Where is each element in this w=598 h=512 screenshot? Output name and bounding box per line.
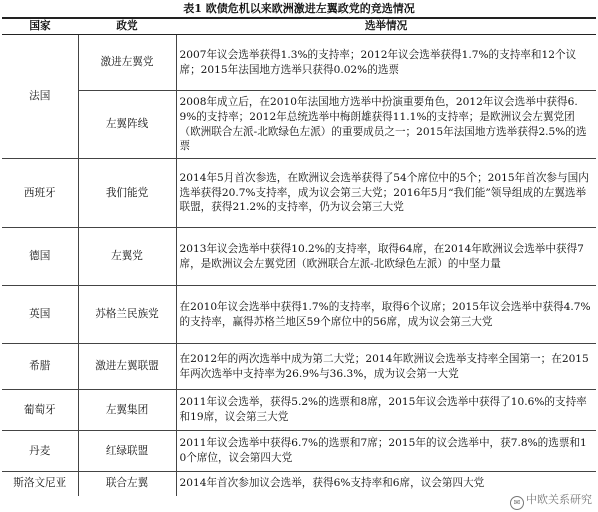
cell-country: 斯洛文尼亚 [2,472,78,496]
table-row [2,472,596,496]
watermark [508,491,594,510]
cell-detail: 2014年首次参加议会选举，获得6%支持率和6席，议会第四大党 [179,477,485,490]
watermark-text: 中欧关系研究 [526,493,592,506]
cell-party: 左翼党 [78,228,176,286]
cell-detail: 在2012年的两次选举中成为第二大党；2014年欧洲议会选举支持率全国第一；在2015年两次选举中支持率为26.9%与36.3%，成为议会第一大党 [176,344,596,390]
table-row [2,286,596,344]
table-row [2,431,596,472]
cell-detail: 2011年议会选举中获得6.7%的选票和7席；2015年的议会选举中，获7.8%的选票和10个席位，议会第四大党 [176,431,596,472]
cell-party: 激进左翼党 [78,35,176,91]
table-header-row [2,18,596,35]
cell-party: 我们能党 [78,159,176,228]
cell-party: 苏格兰民族党 [78,286,176,344]
cell-detail: 在2010年议会选举中获得1.7%的支持率，取得6个议席；2015年议会选举中获得4.7%的支持率，赢得苏格兰地区59个席位中的56席，成为议会第三大党 [176,286,596,344]
header-election: 选举情况 [176,18,596,35]
header-party: 政党 [78,18,176,35]
election-table [2,17,596,496]
table-row [2,390,596,431]
cell-party: 联合左翼 [78,472,176,496]
cell-party: 激进左翼联盟 [78,344,176,390]
cell-detail: 2013年议会选举中获得10.2%的支持率，取得64席，在2014年欧洲议会选举中获得7席，是欧洲议会左翼党团（欧洲联合左派-北欧绿色左派）的中坚力量 [176,228,596,286]
table-row [2,159,596,228]
table-caption: 表1 欧债危机以来欧洲激进左翼政党的竞选情况 [183,2,415,15]
table-row [2,228,596,286]
cell-country: 丹麦 [2,431,78,472]
cell-party: 左翼阵线 [78,91,176,159]
cell-detail: 2011年议会选举，获得5.2%的选票和8席，2015年议会选举中获得了10.6%的支持率和19席，议会第三大党 [176,390,596,431]
table-row [2,91,596,159]
cell-country: 德国 [2,228,78,286]
cell-party: 红绿联盟 [78,431,176,472]
cell-country: 英国 [2,286,78,344]
cell-detail: 2008年成立后，在2010年法国地方选举中扮演重要角色，2012年议会选举中获得6.9%的支持率；2012年总统选举中梅朗雄获得11.1%的支持率；是欧洲议会左翼党团（欧洲联合左派-北欧绿色左派）的重要成员之一；2015年法国地方选举获得2.5%的选票 [176,91,596,159]
cell-party: 左翼集团 [78,390,176,431]
table-row [2,35,596,91]
table-row [2,344,596,390]
cell-country: 法国 [2,35,78,159]
header-country: 国家 [2,18,78,35]
wechat-icon: ✉ [510,496,524,510]
cell-detail: 2014年5月首次参选，在欧洲议会选举获得了54个席位中的5个；2015年首次参与国内选举获得20.7%支持率，成为议会第三大党；2016年5月“我们能”领导组成的左翼选举联盟，获得21.2%的支持率，仍为议会第三大党 [176,159,596,228]
cell-country: 西班牙 [2,159,78,228]
cell-country: 希腊 [2,344,78,390]
cell-detail: 2007年议会选举获得1.3%的支持率；2012年议会选举获得1.7%的支持率和12个议席；2015年法国地方选举只获得0.02%的选票 [176,35,596,91]
cell-country: 葡萄牙 [2,390,78,431]
